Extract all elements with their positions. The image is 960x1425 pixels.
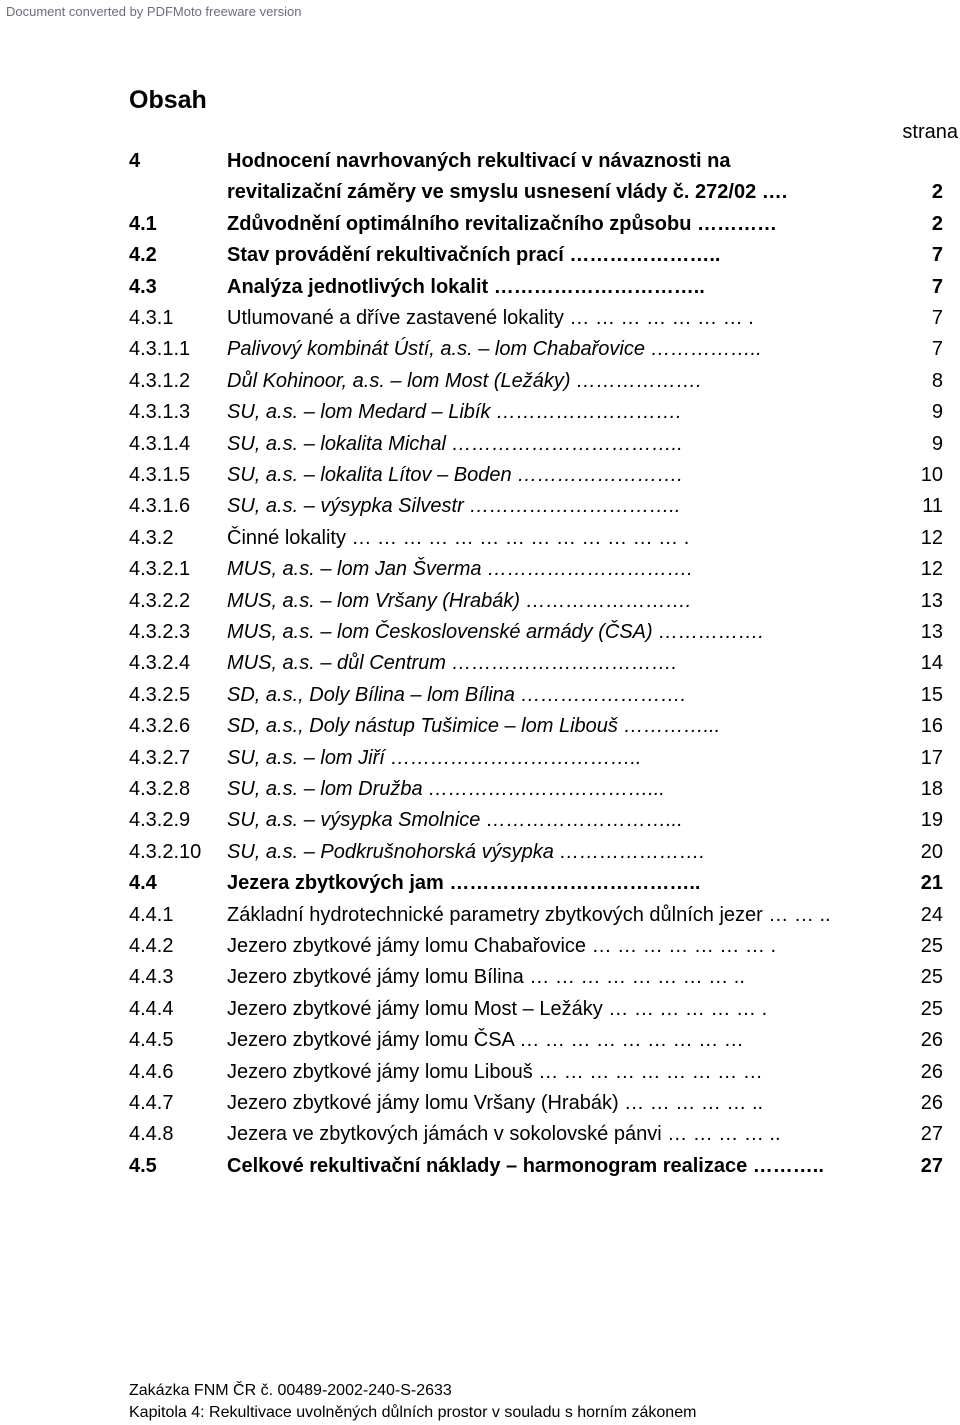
toc-entry-page: 10 [920,464,943,486]
toc-entry-number: 4 [129,150,141,172]
toc-entry-page: 21 [920,872,943,895]
toc-entry-page: 9 [931,432,943,455]
toc-entry-title: SU, a.s. – lokalita Lítov – Boden ……………………. [227,464,683,486]
toc-entry[interactable] [0,525,960,556]
toc-entry[interactable] [0,1153,960,1184]
toc-entry[interactable] [0,682,960,713]
toc-entry-title: Jezero zbytkové jámy lomu Most – Ležáky … … … … … … . [227,997,768,1020]
toc-entry-page: 18 [920,778,943,800]
toc-entry-title: SU, a.s. – lom Medard – Libík ………………………. [227,401,682,424]
footer-contract-line: Zakázka FNM ČR č. 00489-2002-240-S-2633 [129,1382,452,1399]
toc-entry[interactable] [0,745,960,776]
toc-entry[interactable] [0,933,960,964]
page-title: Obsah [129,86,207,114]
toc-entry-number: 4.1 [129,212,157,235]
toc-entry-number: 4.4.6 [129,1060,174,1083]
toc-entry-page: 9 [931,401,943,424]
toc-entry-number: 4.5 [129,1154,157,1177]
toc-entry-page: 7 [931,244,943,267]
toc-entry[interactable] [0,1121,960,1152]
toc-entry-number: 4.4 [129,872,157,895]
toc-entry-page: 7 [931,275,943,298]
toc-entry-title: SU, a.s. – výsypka Silvestr ………………………….. [227,495,681,518]
toc-entry-title: Jezero zbytkové jámy lomu Vršany (Hrabák) … … … … … .. [227,1092,764,1114]
toc-entry-title: Jezera zbytkových jam ……………………………….. [227,872,701,895]
toc-entry-title: MUS, a.s. – lom Jan Šverma …………………………. [227,558,693,581]
toc-entry-page: 12 [920,526,943,549]
toc-entry[interactable] [0,807,960,838]
toc-entry-page: 7 [931,338,943,361]
toc-entry-page: 25 [920,966,943,989]
toc-entry-page: 17 [920,746,943,769]
toc-entry-page: 26 [920,1092,943,1114]
toc-entry-number: 4.3.2.6 [129,715,191,738]
toc-entry[interactable] [0,713,960,744]
toc-entry-number: 4.4.1 [129,903,174,926]
toc-entry[interactable] [0,870,960,901]
toc-entry-number: 4.3.2.4 [129,652,191,675]
toc-entry[interactable] [0,996,960,1027]
toc-entry-page: 14 [920,652,943,675]
toc-entry[interactable] [0,650,960,681]
toc-entry[interactable] [0,274,960,305]
toc-entry-title: Analýza jednotlivých lokalit ………………………….. [227,275,705,298]
toc-entry-title: Důl Kohinoor, a.s. – lom Most (Ležáky) ………………. [227,369,702,392]
toc-entry-title: MUS, a.s. – důl Centrum ……………………………. [227,652,678,675]
toc-entry-title: SU, a.s. – Podkrušnohorská výsypka …………………. [227,840,705,863]
toc-entry-title: Činné lokality … … … … … … … … … … … … … . [227,526,690,549]
toc-entry-page: 25 [920,935,943,957]
toc-entry-page: 16 [920,715,943,738]
toc-entry-page: 8 [931,369,943,392]
toc-entry-title: Jezero zbytkové jámy lomu Libouš … … … … … … … … … [227,1060,763,1083]
toc-entry-title: Jezero zbytkové jámy lomu Bílina … … … … … … … … .. [227,966,745,989]
toc-entry-number: 4.3.2.7 [129,746,191,769]
toc-entry-number: 4.3.2.9 [129,809,191,832]
toc-entry[interactable] [0,619,960,650]
toc-entry[interactable] [0,399,960,430]
toc-entry[interactable] [0,1027,960,1058]
toc-entry-number: 4.3.2.8 [129,778,191,800]
toc-entry-title: Zdůvodnění optimálního revitalizačního způsobu ………… [227,212,778,235]
toc-entry-page: 13 [920,589,943,612]
toc-entry[interactable] [0,242,960,273]
toc-entry[interactable] [0,305,960,336]
footer-chapter-line: Kapitola 4: Rekultivace uvolněných důlních prostor v souladu s horním zákonem [129,1404,697,1421]
toc-entry-page: 7 [931,307,943,329]
toc-entry-page: 27 [920,1123,943,1146]
toc-entry-page: 13 [920,621,943,643]
toc-entry-number: 4.4.2 [129,935,174,957]
toc-entry-page: 26 [920,1029,943,1052]
page-column-header: strana [902,121,958,143]
toc-entry-page: 15 [920,683,943,706]
toc-entry[interactable] [0,1059,960,1090]
toc-entry-title: SD, a.s., Doly nástup Tušimice – lom Libouš …………... [227,715,721,738]
toc-entry-title: SU, a.s. – lokalita Michal …………………………….. [227,432,683,455]
toc-entry[interactable] [0,431,960,462]
toc-entry[interactable] [0,588,960,619]
toc-entry-number: 4.4.4 [129,997,174,1020]
toc-entry-number: 4.3.2.5 [129,683,191,706]
toc-entry-page: 26 [920,1060,943,1083]
toc-entry-title: Palivový kombinát Ústí, a.s. – lom Chabařovice …………….. [227,338,762,361]
converter-watermark: Document converted by PDFMoto freeware version [6,4,302,19]
toc-entry-number: 4.2 [129,244,157,267]
toc-entry-page: 27 [920,1154,943,1177]
toc-entry-title: Celkové rekultivační náklady – harmonogram realizace ……….. [227,1154,824,1177]
toc-entry-number: 4.3.1.5 [129,464,191,486]
toc-entry[interactable] [0,368,960,399]
toc-entry[interactable] [0,148,960,211]
toc-entry-page: 2 [931,212,943,235]
toc-entry-number: 4.3.1.3 [129,401,191,424]
toc-entry-page: 19 [920,809,943,832]
toc-entry[interactable] [0,211,960,242]
toc-entry-number: 4.3.1 [129,307,174,329]
toc-entry-title: SD, a.s., Doly Bílina – lom Bílina ……………………. [227,683,687,706]
toc-entry-number: 4.3.1.6 [129,495,191,518]
toc-entry-page: 12 [920,558,943,581]
toc-entry[interactable] [0,336,960,367]
toc-entry-page: 24 [920,903,943,926]
toc-entry-number: 4.3.2.1 [129,558,191,581]
toc-entry-number: 4.4.3 [129,966,174,989]
toc-entry-number: 4.4.8 [129,1123,174,1146]
toc-entry-page: 2 [931,181,943,204]
toc-entry-number: 4.3 [129,275,157,298]
toc-entry-title: MUS, a.s. – lom Vršany (Hrabák) ……………………. [227,589,692,612]
toc-entry-title: SU, a.s. – lom Družba ……………………………... [227,778,665,800]
toc-entry-number: 4.4.5 [129,1029,174,1052]
toc-entry[interactable] [0,839,960,870]
toc-entry[interactable] [0,1090,960,1121]
toc-entry-title: SU, a.s. – výsypka Smolnice ………………………... [227,809,683,832]
toc-entry-page: 11 [922,495,943,518]
toc-entry[interactable] [0,462,960,493]
toc-entry-title: SU, a.s. – lom Jiří ……………………………….. [227,746,642,769]
toc-entry[interactable] [0,964,960,995]
toc-entry-title: Stav provádění rekultivačních prací ………………….. [227,244,721,267]
toc-entry[interactable] [0,776,960,807]
toc-entry-title-continued: revitalizační záměry ve smyslu usnesení vlády č. 272/02 …. [227,181,788,204]
toc-entry-title: Jezero zbytkové jámy lomu Chabařovice … … … … … … … . [227,935,777,957]
toc-entry-number: 4.3.1.1 [129,338,191,361]
toc-entry-title: Základní hydrotechnické parametry zbytkových důlních jezer … … .. [227,903,831,926]
toc-entry-number: 4.3.1.2 [129,369,191,392]
toc-entry[interactable] [0,556,960,587]
toc-entry-number: 4.3.2 [129,526,174,549]
toc-entry[interactable] [0,902,960,933]
toc-entry[interactable] [0,493,960,524]
toc-entry-number: 4.3.2.2 [129,589,191,612]
toc-entry-number: 4.4.7 [129,1092,174,1114]
toc-entry-number: 4.3.1.4 [129,432,191,455]
toc-entry-page: 20 [920,840,943,863]
toc-entry-number: 4.3.2.10 [129,840,202,863]
toc-entry-title: Utlumované a dříve zastavené lokality … … … … … … … . [227,307,754,329]
toc-entry-title: Hodnocení navrhovaných rekultivací v návaznosti na [227,150,731,172]
toc-entry-page: 25 [920,997,943,1020]
toc-entry-number: 4.3.2.3 [129,621,191,643]
toc-entry-title: Jezera ve zbytkových jámách v sokolovské pánvi … … … … .. [227,1123,781,1146]
toc-entry-title: Jezero zbytkové jámy lomu ČSA … … … … … … … … … [227,1029,744,1052]
toc-entry-title: MUS, a.s. – lom Československé armády (ČSA) ……………. [227,621,764,643]
